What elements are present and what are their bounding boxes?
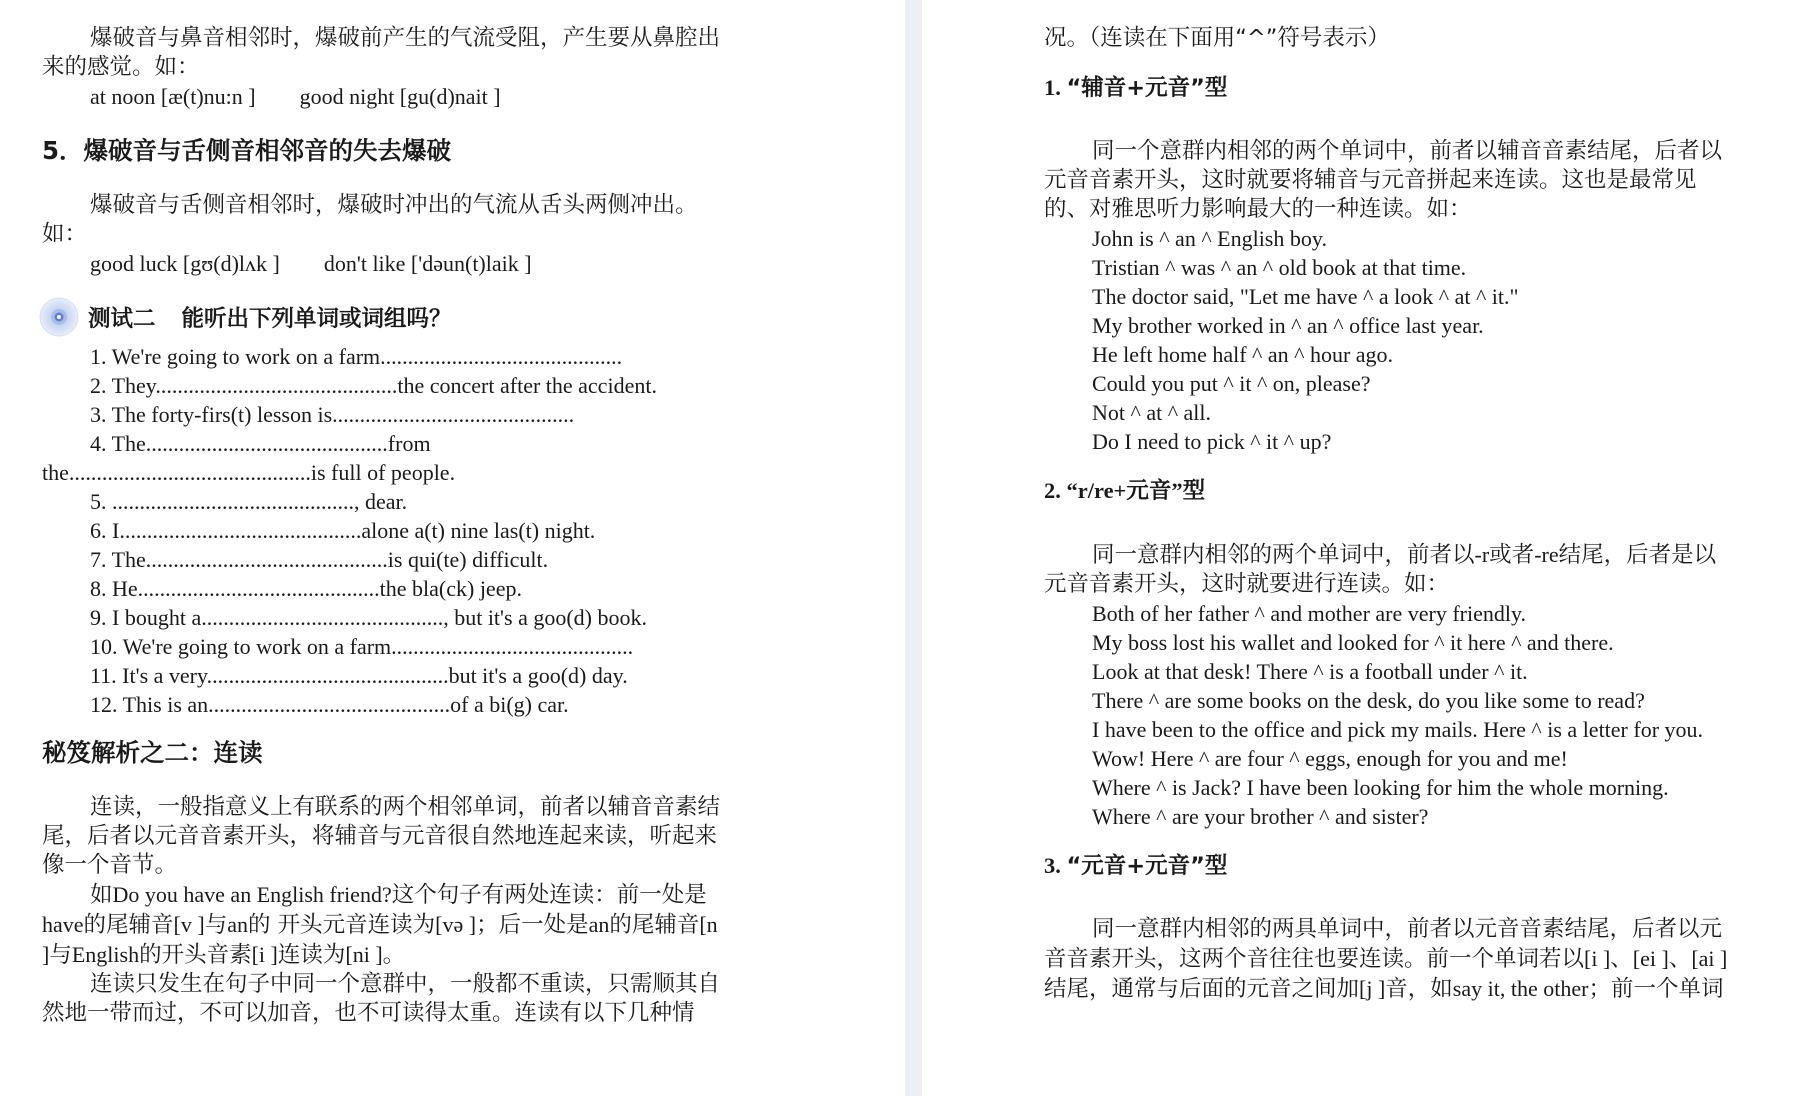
list-item-continuation: the............................................is full of people.: [42, 460, 456, 485]
heading-lateral: 5．爆破音与舌侧音相邻音的失去爆破: [42, 136, 452, 165]
para-example-line1: 如Do you have an English friend?这个句子有两处连读：前一处是: [90, 882, 707, 908]
test-question: 能听出下列单词或词组吗？: [181, 306, 452, 332]
list-item: 6. I............................................alone a(t) nine las(t) night.: [90, 518, 596, 543]
example-sentence: I have been to the office and pick my mails. Here ^ is a letter for you.: [1092, 717, 1704, 742]
example-sentence: My boss lost his wallet and looked for ^ it here ^ and there.: [1092, 630, 1614, 655]
list-item: 3. The forty-firs(t) lesson is............................................: [90, 402, 575, 427]
para-vv-line3: 结尾，通常与后面的元音之间加[j ]音，如say it, the other；前一个单词: [1044, 976, 1724, 1002]
para-example-line2: have的尾辅音[v ]与an的 开头元音连读为[və ]；后一处是an的尾辅音[n: [42, 912, 718, 938]
test-heading: [38, 296, 905, 338]
para-nasal-line2: 来的感觉。如：: [42, 54, 200, 80]
page-gutter: [905, 0, 922, 1096]
example-sentence: John is ^ an ^ English boy.: [1092, 226, 1327, 251]
para-rv-line1: 同一意群内相邻的两个单词中，前者以-r或者-re结尾，后者是以: [1092, 542, 1717, 568]
example-sentence: Not ^ at ^ all.: [1092, 400, 1212, 425]
list-item: 10. We're going to work on a farm............................................: [90, 634, 634, 659]
heading-consonant-vowel: 1. “辅音+元音”型: [1044, 75, 1228, 101]
example-sentence: Wow! Here ^ are four ^ eggs, enough for you and me!: [1092, 746, 1568, 771]
list-item: 4. The............................................from: [90, 431, 431, 456]
para-group-line2: 然地一带而过，不可以加音，也不可读得太重。连读有以下几种情: [42, 1000, 695, 1026]
heading-liaison: 秘笈解析之二：连读: [42, 738, 263, 767]
list-item: 5. ............................................, dear.: [90, 489, 408, 514]
para-lateral-line1: 爆破音与舌侧音相邻时，爆破时冲出的气流从舌头两侧冲出。: [90, 192, 698, 218]
heading-r-vowel: 2. “r/re+元音”型: [1044, 478, 1206, 503]
nasal-examples: at noon [æ(t)nu:n ] good night [gu(d)nait ]: [90, 84, 501, 109]
lateral-examples: good luck [gʊ(d)lʌk ] don't like ['dəun(t)laik ]: [90, 251, 532, 276]
list-item: 8. He............................................the bla(ck) jeep.: [90, 576, 522, 601]
para-liaison-line3: 像一个音节。: [42, 852, 178, 878]
para-vv-line2: 音音素开头，这两个音往往也要连读。前一个单词若以[i ]、[ei ]、[ai ]: [1044, 946, 1728, 972]
list-item: 7. The............................................is qui(te) difficult.: [90, 547, 549, 572]
para-liaison-line2: 尾，后者以元音音素开头，将辅音与元音很自然地连起来读，听起来: [42, 823, 718, 849]
para-continuation: 况。（连读在下面用“^”符号表示）: [1044, 25, 1390, 51]
example-sentence: The doctor said, "Let me have ^ a look ^ at ^ it.": [1092, 284, 1519, 309]
para-cv-line3: 的、对雅思听力影响最大的一种连读。如：: [1044, 196, 1472, 222]
cd-icon: [38, 296, 80, 338]
example-sentence: Where ^ is Jack? I have been looking for him the whole morning.: [1092, 775, 1669, 800]
para-cv-line2: 元音音素开头，这时就要将辅音与元音拼起来连读。这也是最常见: [1044, 167, 1697, 193]
para-example-line3: ]与English的开头音素[i ]连读为[ni ]。: [42, 942, 406, 968]
list-item: 1. We're going to work on a farm............................................: [90, 344, 623, 369]
example-sentence: Could you put ^ it ^ on, please?: [1092, 371, 1371, 396]
example-sentence: Do I need to pick ^ it ^ up?: [1092, 429, 1332, 454]
example-sentence: Both of her father ^ and mother are very friendly.: [1092, 601, 1527, 626]
example-sentence: There ^ are some books on the desk, do you like some to read?: [1092, 688, 1645, 713]
para-cv-line1: 同一个意群内相邻的两个单词中，前者以辅音音素结尾，后者以: [1092, 138, 1723, 164]
list-item: 9. I bought a............................................, but it's a goo(d) book.: [90, 605, 647, 630]
example-sentence: He left home half ^ an ^ hour ago.: [1092, 342, 1394, 367]
list-item: 12. This is an............................................of a bi(g) car.: [90, 692, 569, 717]
heading-vowel-vowel: 3. “元音+元音”型: [1044, 853, 1228, 879]
example-sentence: My brother worked in ^ an ^ office last year.: [1092, 313, 1484, 338]
test-title: [88, 301, 452, 333]
para-lateral-line2: 如：: [42, 221, 88, 247]
para-nasal-line1: 爆破音与鼻音相邻时，爆破前产生的气流受阻，产生要从鼻腔出: [90, 25, 721, 51]
para-vv-line1: 同一意群内相邻的两具单词中，前者以元音音素结尾，后者以元: [1092, 916, 1723, 942]
para-group-line1: 连读只发生在句子中同一个意群中，一般都不重读，只需顺其自: [90, 971, 721, 997]
test-label: 测试二: [88, 306, 156, 332]
example-sentence: Tristian ^ was ^ an ^ old book at that time.: [1092, 255, 1467, 280]
para-rv-line2: 元音音素开头，这时就要进行连读。如：: [1044, 571, 1450, 597]
list-item: 2. They............................................the concert after the accident.: [90, 373, 657, 398]
para-liaison-line1: 连读，一般指意义上有联系的两个相邻单词，前者以辅音音素结: [90, 794, 721, 820]
example-sentence: Look at that desk! There ^ is a football under ^ it.: [1092, 659, 1528, 684]
right-page: [922, 0, 1803, 1096]
example-sentence: Where ^ are your brother ^ and sister?: [1092, 804, 1429, 829]
list-item: 11. It's a very............................................but it's a goo(d) day.: [90, 663, 628, 688]
